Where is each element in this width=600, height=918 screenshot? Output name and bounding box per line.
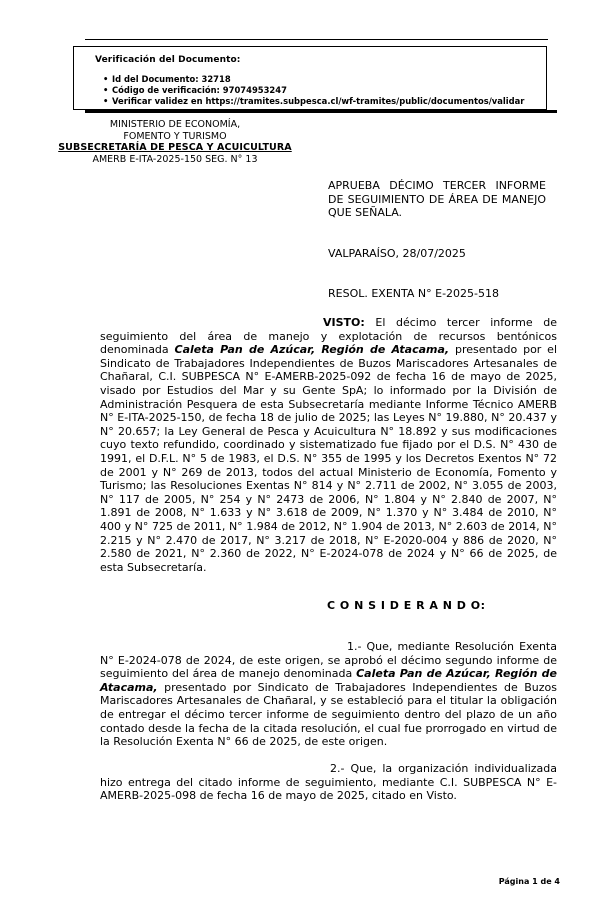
resolution-title-block xyxy=(328,179,546,301)
considerando-heading: C O N S I D E R A N D O: xyxy=(327,599,486,612)
verification-box-top-offset-line xyxy=(85,39,548,40)
management-area-name: Caleta Pan de Azúcar, Región de Atacama, xyxy=(100,667,557,694)
visto-paragraph xyxy=(100,316,557,574)
ministry-line-2: FOMENTO Y TURISMO xyxy=(123,130,227,142)
visto-label: VISTO: xyxy=(323,316,365,329)
considerando-paragraph-2: 2.- Que, la organización individualizada hizo entrega del citado informe de seguimiento, mediante C.I. SUBPESCA N° E-AMERB-2025-098 de fecha 16 de mayo de 2025, citado en Visto. xyxy=(100,762,557,803)
verification-title: Verificación del Documento: xyxy=(95,55,241,65)
resolution-number: RESOL. EXENTA N° E-2025-518 xyxy=(328,287,500,300)
verification-box xyxy=(73,46,547,110)
verification-item-url: • Verificar validez en https://tramites.subpesca.cl/wf-tramites/public/documentos/validar xyxy=(112,96,546,107)
considerando-1-text-1: 1.- Que, mediante Resolución Exenta N° E-2024-078 de 2024, de este origen, se aprobó el décimo segundo informe de seguimiento del área de manejo denominada xyxy=(100,640,557,681)
verification-item-code: • Código de verificación: 97074953247 xyxy=(112,85,546,96)
page-number: Página 1 de 4 xyxy=(498,877,560,886)
considerando-paragraph-1 xyxy=(100,640,557,749)
considerando-1-text-2: presentado por Sindicato de Trabajadores Independientes de Buzos Mariscadores Artesanales de Chañaral, y se estableció para el titular la obligación de entregar el décimo tercer informe de seguimiento dentro del plazo de un año contado desde la fecha de la citada resolución, el cual fue prorrogado en virtud de la Resolución Exenta N° 66 de 2025, de este origen. xyxy=(100,680,557,749)
verification-item-document-id: • Id del Documento: 32718 xyxy=(112,74,546,85)
resolution-subject: APRUEBA DÉCIMO TERCER INFORME DE SEGUIMIENTO DE ÁREA DE MANEJO QUE SEÑALA. xyxy=(328,179,546,219)
file-reference: AMERB E-ITA-2025-150 SEG. N° 13 xyxy=(92,153,258,165)
verification-box-bottom-shadow-line xyxy=(85,110,557,113)
letterhead xyxy=(35,119,315,165)
verification-item-list xyxy=(95,74,546,106)
ministry-line-1: MINISTERIO DE ECONOMÍA, xyxy=(109,119,241,130)
subsecretaria-line: SUBSECRETARÍA DE PESCA Y ACUICULTURA xyxy=(58,142,292,154)
place-and-date: VALPARAÍSO, 28/07/2025 xyxy=(328,246,466,260)
visto-text-1: El décimo tercer informe de seguimiento del área de manejo y explotación de recursos bentónicos denominada xyxy=(100,316,557,357)
management-area-name: Caleta Pan de Azúcar, Región de Atacama, xyxy=(174,343,450,357)
visto-text-2: presentado por el Sindicato de Trabajadores Independientes de Buzos Mariscadores Artesanales de Chañaral, C.I. SUBPESCA N° E-AMERB-2025-092 de fecha 16 de mayo de 2025, visado por Estudios del Mar y su Gente SpA; lo informado por la División de Administración Pesquera de esta Subsecretaría mediante Informe Técnico AMERB N° E-ITA-2025-150, de fecha 18 de julio de 2025; las Leyes N° 19.880, N° 20.437 y N° 20.657; la Ley General de Pesca y Acuicultura N° 18.892 y sus modificaciones cuyo texto refundido, coordinado y sistematizado fue fijado por el D.S. N° 430 de 1991, el D.F.L. N° 5 de 1983, el D.S. N° 355 de 1995 y los Decretos Exentos N° 72 de 2001 y N° 269 de 2013, todos del actual Ministerio de Economía, Fomento y Turismo; las Resoluciones Exentas N° 814 y N° 2.711 de 2002, N° 3.055 de 2003, N° 117 de 2005, N° 254 y N° 2473 de 2006, N° 1.804 y N° 2.840 de 2007, N° 1.891 de 2008, N° 1.633 y N° 3.618 de 2009, N° 1.370 y N° 3.484 de 2010, N° 400 y N° 725 de 2011, N° 1.984 de 2012, N° 1.904 de 2013, N° 2.603 de 2014, N° 2.215 y N° 2.470 de 2017, N° 3.217 de 2018, N° E-2020-004 y 886 de 2020, N° 2.580 de 2021, N° 2.360 de 2022, N° E-2024-078 de 2024 y N° 66 de 2025, de esta Subsecretaría. xyxy=(100,343,558,574)
